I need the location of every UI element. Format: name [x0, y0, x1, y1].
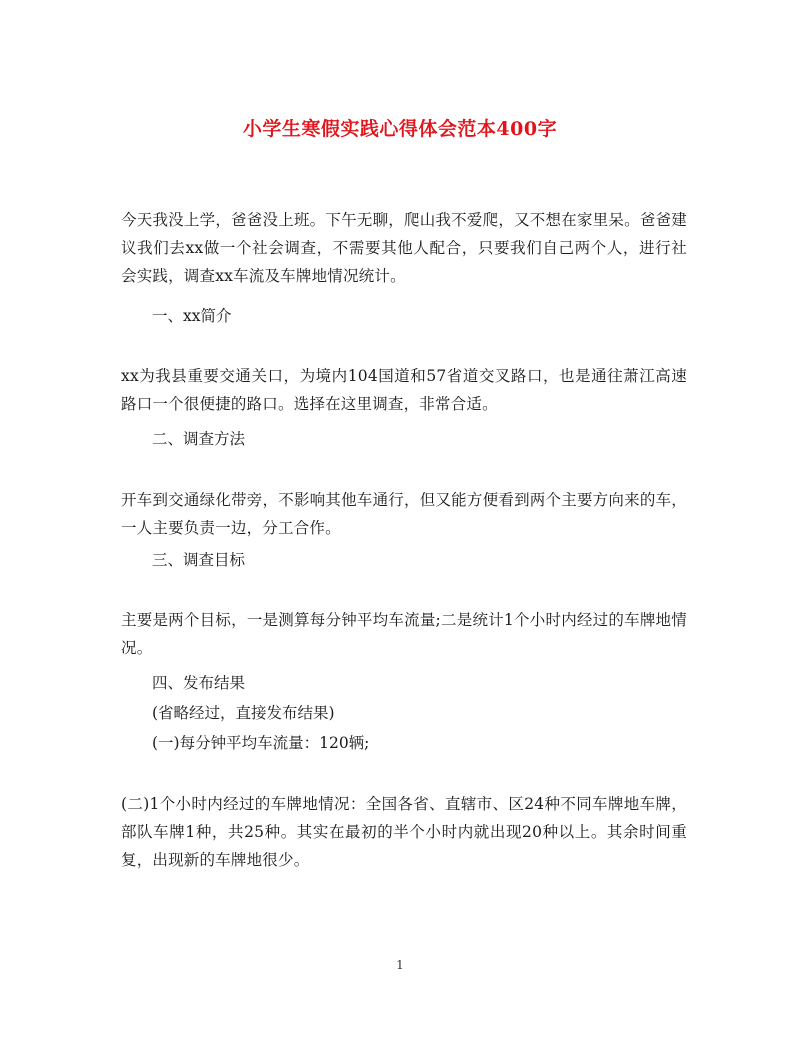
result-item-2: (二)1个小时内经过的车牌地情况：全国各省、直辖市、区24种不同车牌地车牌，部队车牌1种，共25种。其实在最初的半个小时内就出现20种以上。其余时间重复，出现新的车牌地很少。	[121, 795, 687, 869]
intro-paragraph: 今天我没上学，爸爸没上班。下午无聊，爬山我不爱爬，又不想在家里呆。爸爸建议我们去xx做一个社会调查，不需要其他人配合，只要我们自己两个人，进行社会实践，调查xx车流及车牌地情况统计。	[121, 211, 687, 285]
section-3-paragraph: 主要是两个目标，一是测算每分钟平均车流量;二是统计1个小时内经过的车牌地情况。	[121, 611, 687, 657]
section-3-block	[121, 606, 687, 662]
result-item-2-block	[121, 790, 687, 874]
section-1-block	[121, 362, 687, 418]
intro-paragraph-block	[121, 206, 687, 290]
section-heading-2: 二、调查方法	[152, 430, 246, 448]
section-heading-1: 一、xx简介	[152, 307, 232, 325]
document-title: 小学生寒假实践心得体会范本400字	[242, 118, 558, 140]
section-2-paragraph: 开车到交通绿化带旁，不影响其他车通行，但又能方便看到两个主要方向来的车，一人主要负责一边，分工合作。	[121, 491, 687, 537]
section-heading-4: 四、发布结果	[152, 674, 246, 692]
page-number: 1	[396, 958, 404, 972]
section-2-block	[121, 486, 687, 542]
result-item-1: (一)每分钟平均车流量：120辆;	[152, 734, 370, 752]
section-1-paragraph: xx为我县重要交通关口，为境内104国道和57省道交叉路口，也是通往萧江高速路口一个很便捷的路口。选择在这里调查，非常合适。	[121, 367, 687, 413]
results-note: (省略经过，直接发布结果)	[152, 704, 335, 722]
section-heading-3: 三、调查目标	[152, 551, 246, 569]
